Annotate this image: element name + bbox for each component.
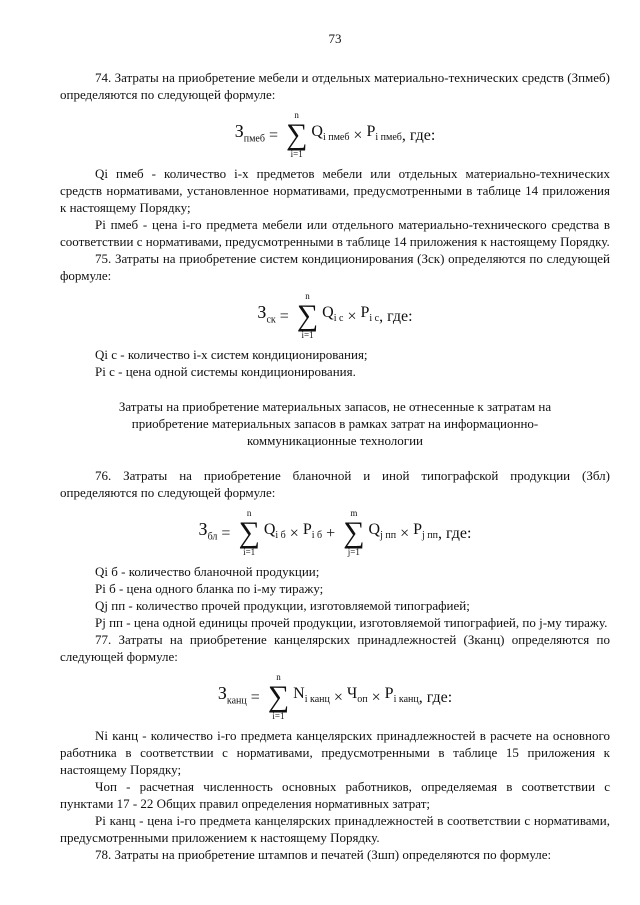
formula-74: $З_{пмеб}$ = n ∑ i=1 $Q_{i пмеб}$ × $P_{i пмеб}$ , где: — [234, 110, 436, 159]
formula-term: $Q_{j пп}$ — [368, 521, 397, 542]
definition-item: Pi c - цена одной системы кондиционирования. — [95, 364, 356, 379]
sum-symbol: m ∑ j=1 — [343, 508, 365, 557]
sum-symbol: n ∑ i=1 — [238, 508, 260, 557]
sum-symbol: n ∑ i=1 — [267, 672, 290, 721]
definition-item: Ni канц - количество i-го предмета канцелярских принадлежностей в расчете на основного работника в соответствии с нормативами, предусмотренными в таблице 15 приложения к настоящему Порядку; — [60, 728, 610, 777]
section-heading: Затраты на приобретение материальных запасов, не отнесенные к затратам на приобретение материальных запасов в рамках затрат на информационно-коммуникационные технологии — [118, 399, 552, 448]
formula-term: $P_{i c}$ — [360, 304, 380, 325]
paragraph-78-intro: 78. Затраты на приобретение штампов и печатей (Зшп) определяются по формуле: — [95, 847, 552, 862]
formula-term: $P_{i пмеб}$ — [366, 123, 402, 144]
formula-term: $Ч_{оп}$ — [346, 685, 368, 706]
document-page — [60, 30, 610, 863]
formula-76: $З_{бл}$ = n ∑ i=1 $Q_{i б}$ × $P_{i б}$ + m ∑ j=1 $Q_{j пп}$ × $P_{j пп}$ , где: — [198, 508, 472, 557]
formula-lhs: $З_{канц}$ — [217, 682, 247, 707]
formula-lhs: $З_{пмеб}$ — [234, 120, 265, 145]
definition-item: Pi б - цена одного бланка по i-му тиражу; — [95, 581, 324, 596]
paragraph-76-intro: 76. Затраты на приобретение бланочной и иной типографской продукции (Збл) определяются по следующей формуле: — [60, 468, 610, 500]
formula-term: $N_{i канц}$ — [293, 685, 330, 706]
definition-item: Qi пмеб - количество i-х предметов мебели или отдельных материально-технических средств нормативами, установленное нормативами, предусмотренными в таблице 14 приложения к настоящему Порядку; — [60, 166, 610, 215]
definition-item: Qi б - количество бланочной продукции; — [95, 564, 320, 579]
paragraph-77-intro: 77. Затраты на приобретение канцелярских принадлежностей (Зканц) определяются по следующей формуле: — [60, 632, 610, 664]
formula-75: $З_{ск}$ = n ∑ i=1 $Q_{i c}$ × $P_{i c}$ , где: — [257, 291, 413, 340]
formula-term: $P_{i канц}$ — [384, 685, 419, 706]
definition-item: Чоп - расчетная численность основных работников, определяемая в соответствии с пунктами 17 - 22 Общих правил определения нормативных затрат; — [60, 779, 610, 811]
paragraph-74-intro: 74. Затраты на приобретение мебели и отдельных материально-технических средств (Зпмеб) определяются по следующей формуле: — [60, 70, 610, 102]
definition-item: Pi пмеб - цена i-го предмета мебели или отдельного материально-технического средства в соответствии с нормативами, предусмотренными в таблице 14 приложения к настоящему Порядку. — [60, 217, 610, 249]
paragraph-75-intro: 75. Затраты на приобретение систем кондиционирования (Зск) определяются по следующей формуле: — [60, 251, 610, 283]
definition-item: Pi канц - цена i-го предмета канцелярских принадлежностей в соответствии с нормативами, предусмотренными приложением к настоящему Порядку. — [60, 813, 610, 845]
formula-lhs: $З_{ск}$ — [257, 301, 276, 326]
formula-term: $Q_{i б}$ — [263, 521, 286, 542]
sum-symbol: n ∑ i=1 — [285, 110, 308, 159]
page-number: 73 — [328, 31, 342, 46]
sum-symbol: n ∑ i=1 — [296, 291, 319, 340]
formula-lhs: $З_{бл}$ — [198, 518, 218, 543]
formula-term: $Q_{i c}$ — [322, 304, 344, 325]
definition-item: Pj пп - цена одной единицы прочей продукции, изготовляемой типографией, по j-му тиражу. — [95, 615, 608, 630]
formula-term: $P_{i б}$ — [302, 521, 323, 542]
formula-term: $Q_{i пмеб}$ — [311, 123, 350, 144]
definition-item: Qj пп - количество прочей продукции, изготовляемой типографией; — [95, 598, 470, 613]
formula-term: $P_{j пп}$ — [413, 521, 438, 542]
definition-item: Qi c - количество i-х систем кондиционирования; — [95, 347, 368, 362]
formula-77: $З_{канц}$ = n ∑ i=1 $N_{i канц}$ × $Ч_{оп}$ × $P_{i канц}$ , где: — [217, 672, 453, 721]
